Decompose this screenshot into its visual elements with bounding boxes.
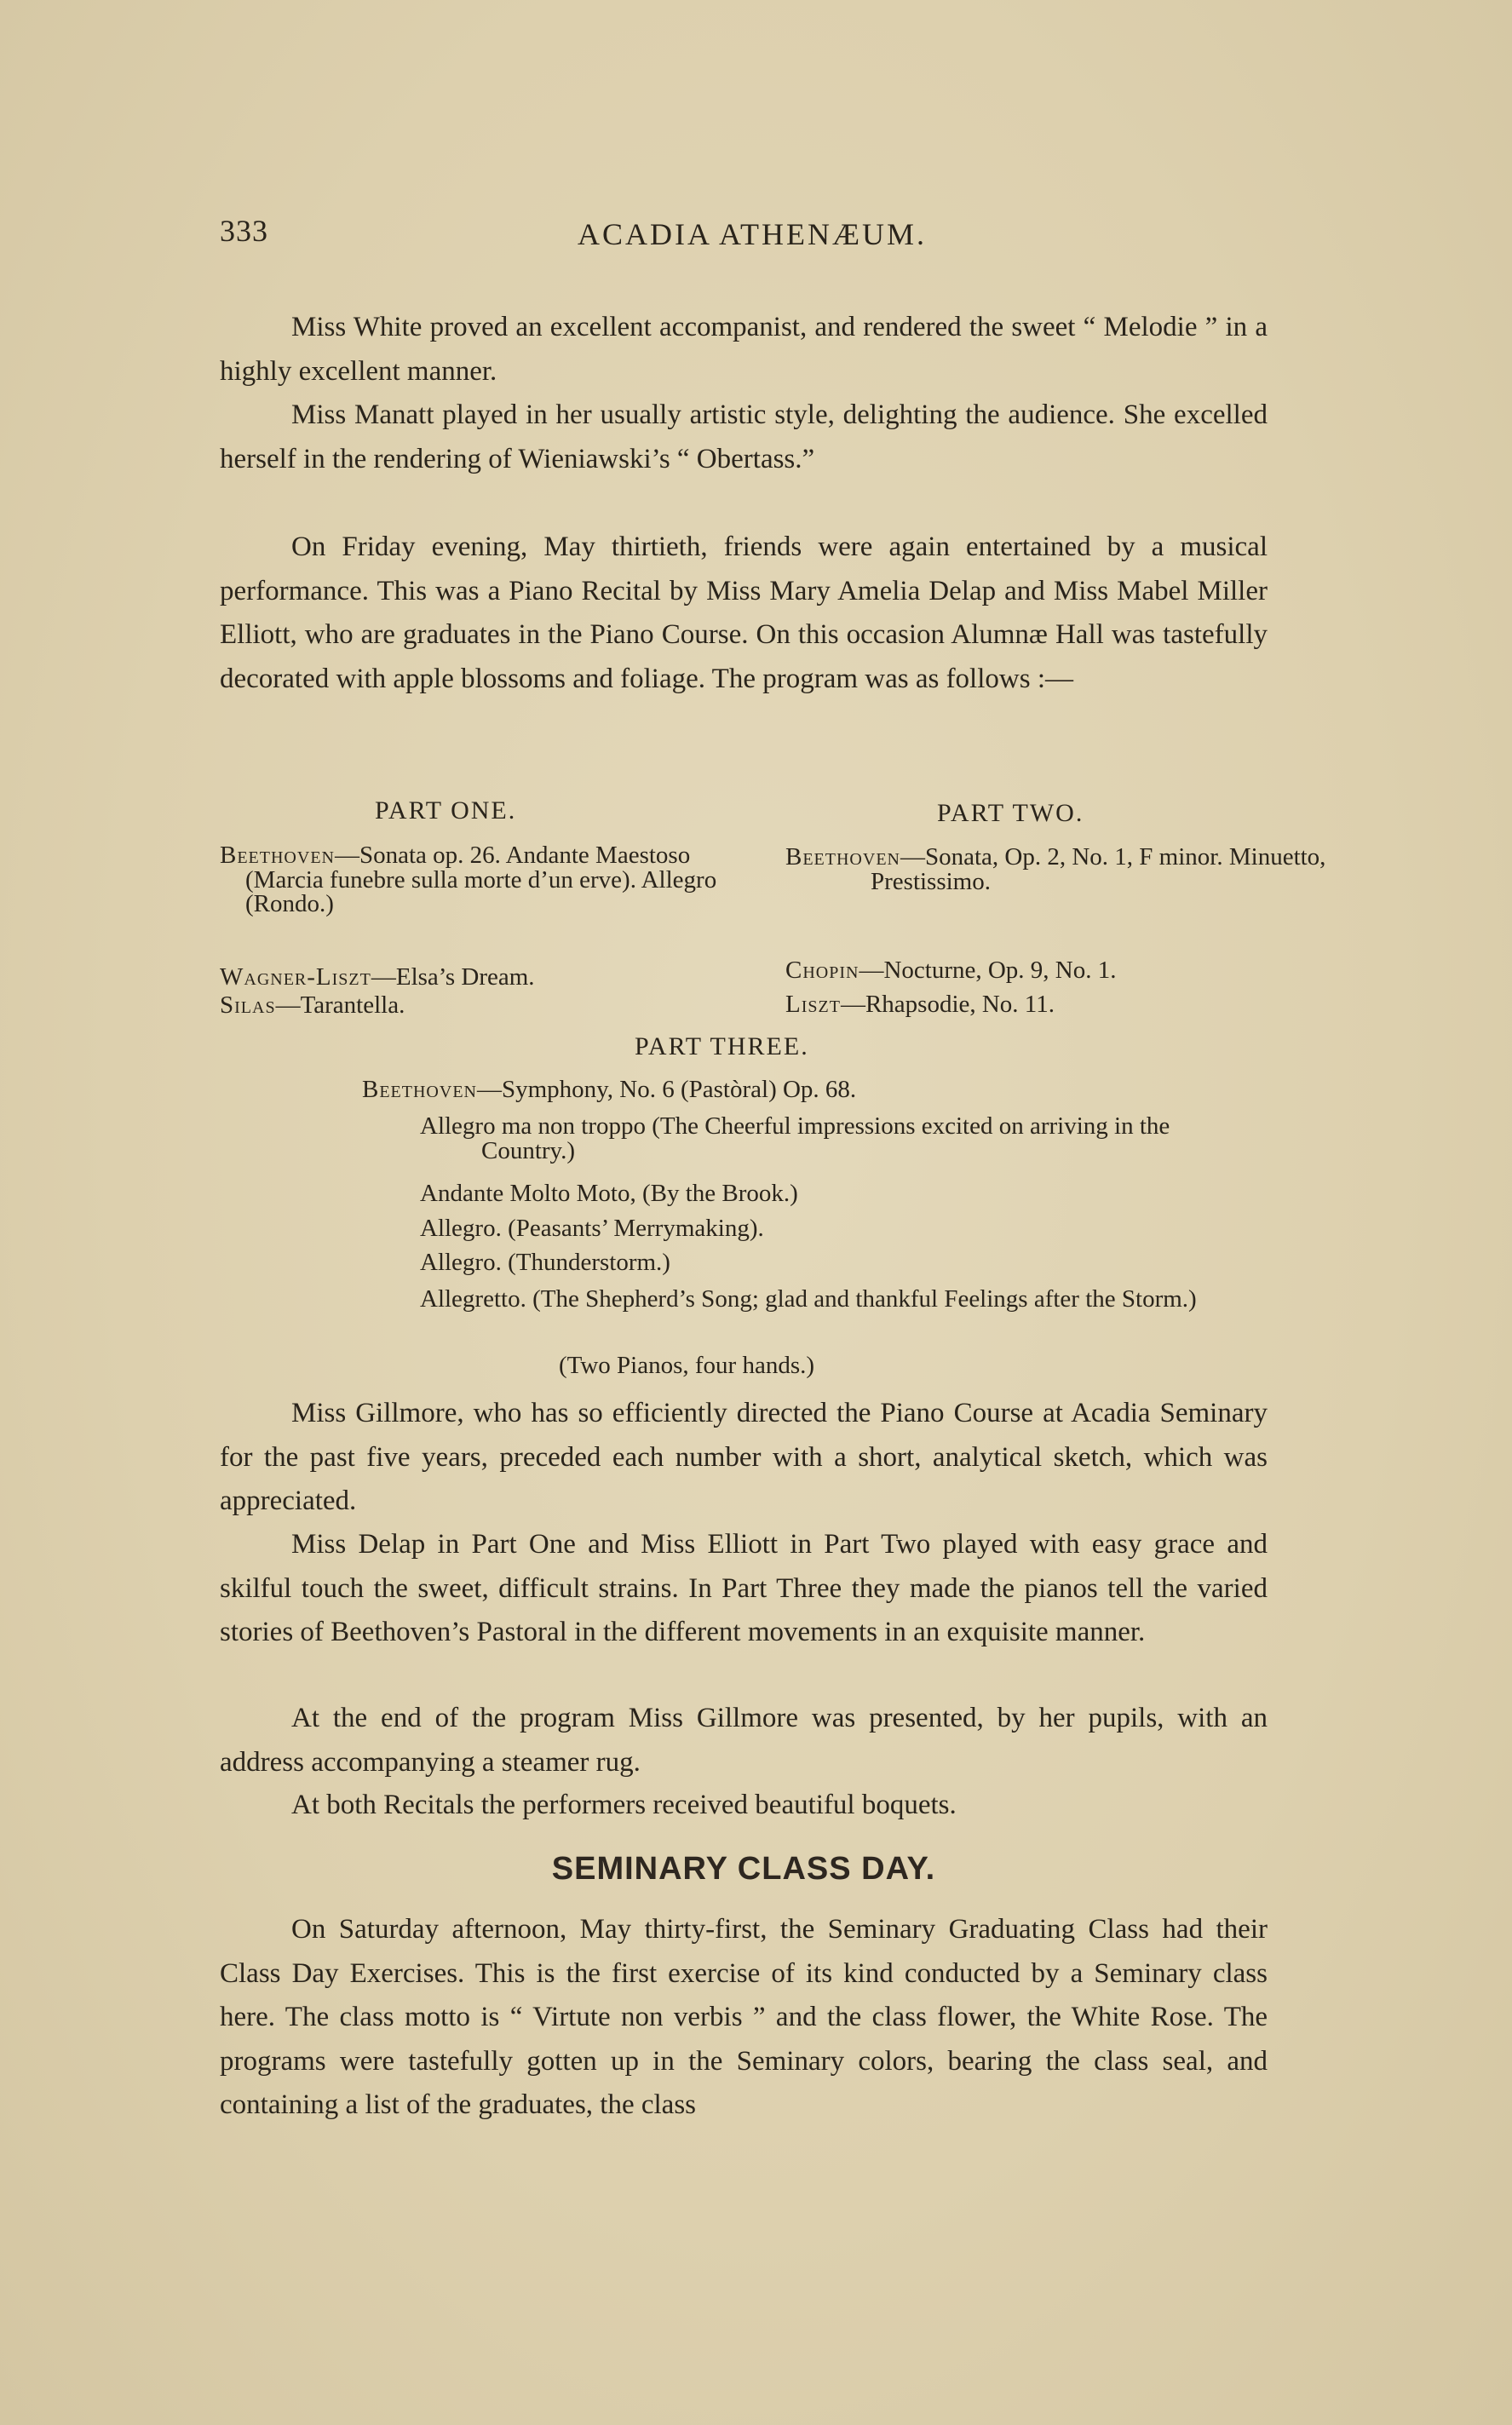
- program-piece: —Sonata, Op. 2, No. 1, F minor. Minuetto, Prestissimo.: [871, 843, 1326, 895]
- running-head: ACADIA ATHENÆUM.: [577, 217, 928, 251]
- program-piece: —Symphony, No. 6 (Pastòral) Op. 68.: [476, 1076, 857, 1103]
- movement-item: Allegro. (Thunderstorm.): [420, 1249, 670, 1276]
- program-item: [785, 958, 1296, 983]
- program-composer: Chopin: [785, 957, 859, 984]
- page-header: [220, 213, 1285, 264]
- paragraph-accompanist: Miss White proved an excellent accompanist, and rendered the sweet “ Melodie ” in a highly excellent manner.: [220, 312, 1268, 387]
- program-composer: Liszt: [785, 991, 841, 1018]
- program-item: [220, 993, 733, 1018]
- movement-item: Allegro. (Peasants’ Merrymaking).: [420, 1215, 764, 1242]
- movement-item: Allegro ma non troppo (The Cheerful impressions excited on arriving in the Country.): [420, 1112, 1170, 1164]
- program-piece: —Tarantella.: [275, 991, 405, 1019]
- movement-item: Allegretto. (The Shepherd’s Song; glad and thankful Feelings after the Storm.): [420, 1285, 1197, 1313]
- paragraph-performers: Miss Delap in Part One and Miss Elliott in Part Two played with easy grace and skilful touch the sweet, difficult strains. In Part Three they made the pianos tell the varied stories of Beethoven’s Pastoral in the different movements in an exquisite manner.: [220, 1529, 1268, 1647]
- program-piece: —Elsa’s Dream.: [371, 963, 535, 991]
- paragraph-presentation: At the end of the program Miss Gillmore was presented, by her pupils, with an address accompanying a steamer rug.: [220, 1703, 1268, 1778]
- movement-item: Andante Molto Moto, (By the Brook.): [420, 1180, 798, 1207]
- paragraph-gillmore: Miss Gillmore, who has so efficiently directed the Piano Course at Acadia Seminary for the past five years, preceded each number with a short, analytical sketch, which was appreciated.: [220, 1398, 1268, 1516]
- program-item: [785, 992, 1296, 1017]
- page-number: 333: [220, 214, 268, 248]
- program-item: [785, 845, 1356, 894]
- program-item: [220, 965, 733, 990]
- part-three-heading: PART THREE.: [635, 1032, 809, 1060]
- paragraph-piano-recital: On Friday evening, May thirtieth, friends were again entertained by a musical performance. This was a Piano Recital by Miss Mary Amelia Delap and Miss Mabel Miller Elliott, who are graduates in the Piano Course. On this occasion Alumnæ Hall was tastefully decorated with apple blossoms and foliage. The program was as follows :—: [220, 532, 1268, 694]
- program-note: (Two Pianos, four hands.): [559, 1352, 815, 1379]
- part-one-heading: PART ONE.: [375, 796, 517, 825]
- program-piece: —Sonata op. 26. Andante Maestoso (Marcia funebre sulla morte d’un erve). Allegro (Rondo.): [245, 842, 717, 917]
- program-composer: Silas: [220, 991, 276, 1019]
- program-piece: —Rhapsodie, No. 11.: [840, 991, 1055, 1018]
- paragraph-manatt: Miss Manatt played in her usually artistic style, delighting the audience. She excelled herself in the rendering of Wieniawski’s “ Obertass.”: [220, 399, 1268, 474]
- paragraph-boquets: At both Recitals the performers received beautiful boquets.: [291, 1790, 957, 1820]
- program-item: [220, 843, 733, 917]
- program-composer: Beethoven: [362, 1076, 477, 1103]
- paragraph-class-day: On Saturday afternoon, May thirty-first, the Seminary Graduating Class had their Class Day Exercises. This is the first exercise of its kind conducted by a Seminary class here. The class motto is “ Virtute non verbis ” and the class flower, the White Rose. The programs were tastefully gotten up in the Seminary colors, bearing the class seal, and containing a list of the graduates, the class: [220, 1914, 1268, 2120]
- program-piece: —Nocturne, Op. 9, No. 1.: [859, 957, 1117, 984]
- part-two-heading: PART TWO.: [937, 799, 1084, 827]
- program-item: [362, 1077, 1214, 1102]
- section-title: SEMINARY CLASS DAY.: [551, 1851, 936, 1887]
- program-composer: Beethoven: [220, 842, 335, 869]
- program-composer: Beethoven: [785, 843, 900, 871]
- program-composer: Wagner-Liszt: [220, 963, 371, 991]
